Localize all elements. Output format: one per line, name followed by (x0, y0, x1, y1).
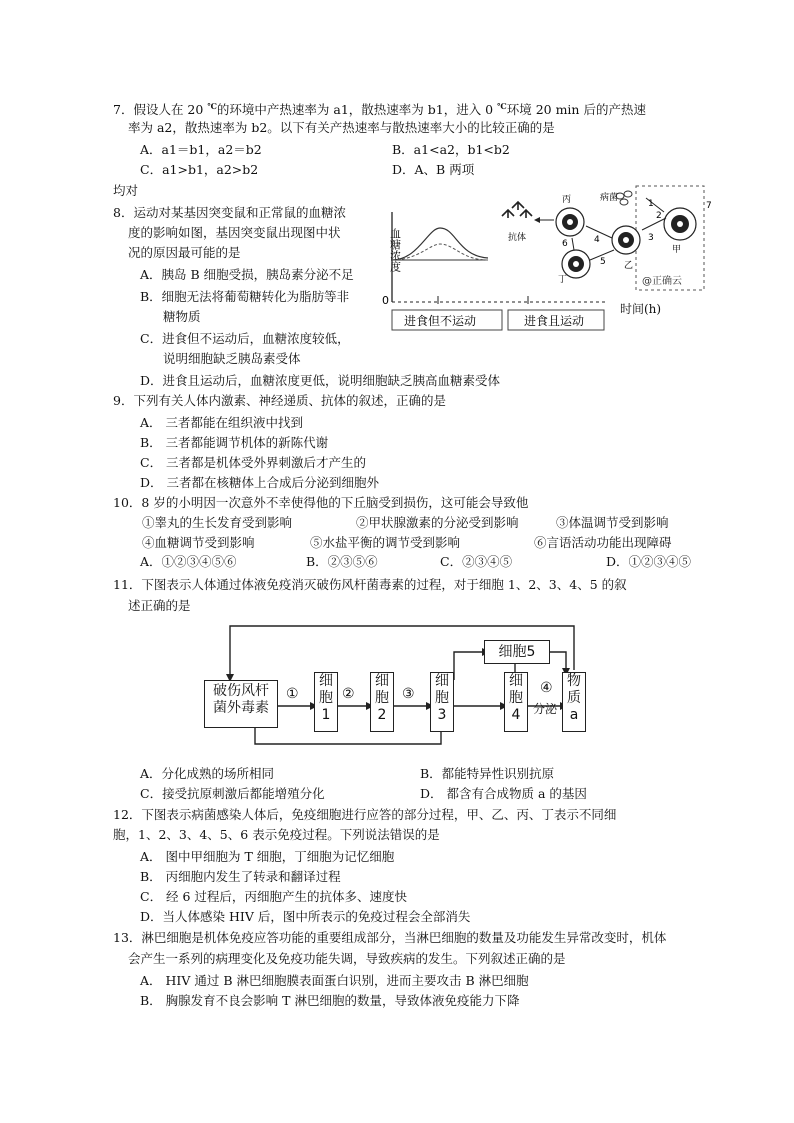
q7-stem-line2: 率为 a2，散热速率为 b2。以下有关产热速率与散热速率大小的比较正确的是 (128, 120, 555, 135)
q13-option-a: A． HIV 通过 B 淋巴细胞膜表面蛋白识别，进而主要攻击 B 淋巴细胞 (140, 973, 529, 988)
q8-stem-line1: 8．运动对某基因突变鼠和正常鼠的血糖浓 (113, 205, 346, 220)
q9-option-a: A． 三者都能在组织液中找到 (140, 415, 304, 430)
q9-stem: 9．下列有关人体内激素、神经递质、抗体的叙述，正确的是 (113, 393, 446, 408)
q12-option-c: C． 经 6 过程后，丙细胞产生的抗体多、速度快 (140, 889, 407, 904)
q10-item-6: ⑥言语活动功能出现障碍 (534, 535, 672, 550)
q10-option-a: A．①②③④⑤⑥ (140, 554, 237, 569)
svg-text:7: 7 (706, 201, 712, 211)
q13-option-b: B． 胸腺发育不良会影响 T 淋巴细胞的数量，导致体液免疫能力下降 (140, 993, 520, 1008)
q7-option-b: B．a1<a2，b1<b2 (392, 142, 510, 157)
q11-stem-line1: 11．下图表示人体通过体液免疫消灭破伤风杆菌毒素的过程，对于细胞 1、2、3、4、5 的叙 (113, 577, 627, 592)
q10-item-1: ①睾丸的生长发育受到影响 (142, 515, 293, 530)
svg-text:进食但不运动: 进食但不运动 (404, 314, 477, 328)
toxin-box: 破伤风杆 菌外毒素 (204, 680, 278, 728)
q8-option-c-line2: 说明细胞缺乏胰岛素受体 (163, 351, 301, 366)
svg-text:3: 3 (648, 233, 654, 243)
q9-option-b: B． 三者都能调节机体的新陈代谢 (140, 435, 329, 450)
cell-4-box: 细 胞 4 (504, 672, 528, 732)
q10-item-5: ⑤水盐平衡的调节受到影响 (310, 535, 461, 550)
substance-a-box: 物 质 a (562, 672, 586, 732)
q9-option-d: D． 三者都在核糖体上合成后分泌到细胞外 (140, 475, 379, 490)
cell-5-box: 细胞5 (484, 640, 550, 664)
antibody-icon (502, 202, 532, 218)
q7-fragment: 均对 (113, 183, 139, 198)
svg-text:丙: 丙 (562, 195, 572, 205)
q8-stem-line3: 况的原因最可能的是 (128, 245, 241, 260)
svg-text:抗体: 抗体 (508, 233, 527, 243)
q10-item-4: ④血糖调节受到影响 (142, 535, 255, 550)
q7-stem-line1: 7．假设人在 20 ℃的环境中产热速率为 a1，散热速率为 b1，进入 0 ℃环境 20 min 后的产热速 (113, 101, 646, 118)
secrete-label: 分泌 (533, 702, 558, 716)
svg-text:5: 5 (600, 257, 606, 267)
graph-time-label: 时间(h) (620, 302, 662, 316)
svg-text:甲: 甲 (672, 245, 682, 255)
q11-option-c: C．接受抗原刺激后都能增殖分化 (140, 786, 325, 801)
q8-option-b-line2: 糖物质 (163, 309, 201, 324)
q10-option-d: D．①②③④⑤ (606, 554, 692, 569)
q12-stem-line1: 12．下图表示病菌感染人体后，免疫细胞进行应答的部分过程，甲、乙、丙、丁表示不同细 (113, 807, 617, 822)
q10-option-b: B．②③⑤⑥ (306, 554, 378, 569)
q8-option-d: D．进食且运动后，血糖浓度更低，说明细胞缺乏胰高血糖素受体 (140, 373, 501, 388)
q8-option-b-line1: B．细胞无法将葡萄糖转化为脂肪等非 (140, 289, 350, 304)
q11-stem-line2: 述正确的是 (128, 598, 191, 613)
step-2-label: ② (342, 686, 355, 702)
cell-1-box: 细 胞 1 (314, 672, 338, 732)
q10-item-2: ②甲状腺激素的分泌受到影响 (356, 515, 519, 530)
q12-option-a: A． 图中甲细胞为 T 细胞，丁细胞为记忆细胞 (140, 849, 395, 864)
pathogen-icon (616, 191, 632, 205)
mutant-curve (392, 244, 488, 260)
q8-stem-line2: 度的影响如图，基因突变鼠出现图中状 (128, 225, 341, 240)
q10-option-c: C．②③④⑤ (440, 554, 513, 569)
q7-option-d: D．A、B 两项 (392, 162, 475, 177)
cell-3-box: 细 胞 3 (430, 672, 454, 732)
q12-stem-line2: 胞，1、2、3、4、5、6 表示免疫过程。下列说法错误的是 (113, 827, 440, 842)
q11-option-b: B．都能特异性识别抗原 (420, 766, 555, 781)
q12-option-d: D．当人体感染 HIV 后，图中所表示的免疫过程会全部消失 (140, 909, 471, 924)
q12-option-b: B． 丙细胞内发生了转录和翻译过程 (140, 869, 341, 884)
q8-option-c-line1: C．进食但不运动后，血糖浓度较低， (140, 331, 350, 346)
svg-text:病菌: 病菌 (600, 193, 619, 203)
q13-stem-line2: 会产生一系列的病理变化及免疫功能失调，导致疾病的发生。下列叙述正确的是 (128, 951, 566, 966)
q9-option-c: C． 三者都是机体受外界刺激后才产生的 (140, 455, 367, 470)
q7-option-a: A．a1＝b1，a2＝b2 (140, 142, 262, 157)
svg-text:进食且运动: 进食且运动 (524, 314, 585, 328)
q7-option-c: C．a1>b1，a2>b2 (140, 162, 259, 177)
graph-y-label: 血糖浓度 (388, 228, 402, 272)
step-1-label: ① (286, 686, 299, 702)
svg-text:4: 4 (594, 235, 600, 245)
immune-response-figure (496, 184, 718, 296)
q10-item-3: ③体温调节受到影响 (556, 515, 669, 530)
graph-zero: 0 (382, 294, 389, 307)
svg-text:1: 1 (648, 199, 654, 209)
q11-option-d: D． 都含有合成物质 a 的基因 (420, 786, 587, 801)
step-4-label: ④ (540, 680, 553, 696)
svg-text:@正确云: @正确云 (642, 276, 682, 287)
q8-option-a: A．胰岛 B 细胞受损，胰岛素分泌不足 (140, 267, 354, 282)
svg-text:2: 2 (656, 211, 662, 221)
q13-stem-line1: 13．淋巴细胞是机体免疫应答功能的重要组成部分，当淋巴细胞的数量及功能发生异常改变时，机体 (113, 930, 667, 945)
cell-2-box: 细 胞 2 (370, 672, 394, 732)
q10-stem: 10．8 岁的小明因一次意外不幸使得他的下丘脑受到损伤，这可能会导致他 (113, 495, 529, 510)
svg-text:6: 6 (562, 239, 568, 249)
q11-option-a: A．分化成熟的场所相同 (140, 766, 275, 781)
step-3-label: ③ (402, 686, 415, 702)
svg-text:乙: 乙 (624, 261, 634, 271)
svg-text:丁: 丁 (558, 275, 568, 285)
